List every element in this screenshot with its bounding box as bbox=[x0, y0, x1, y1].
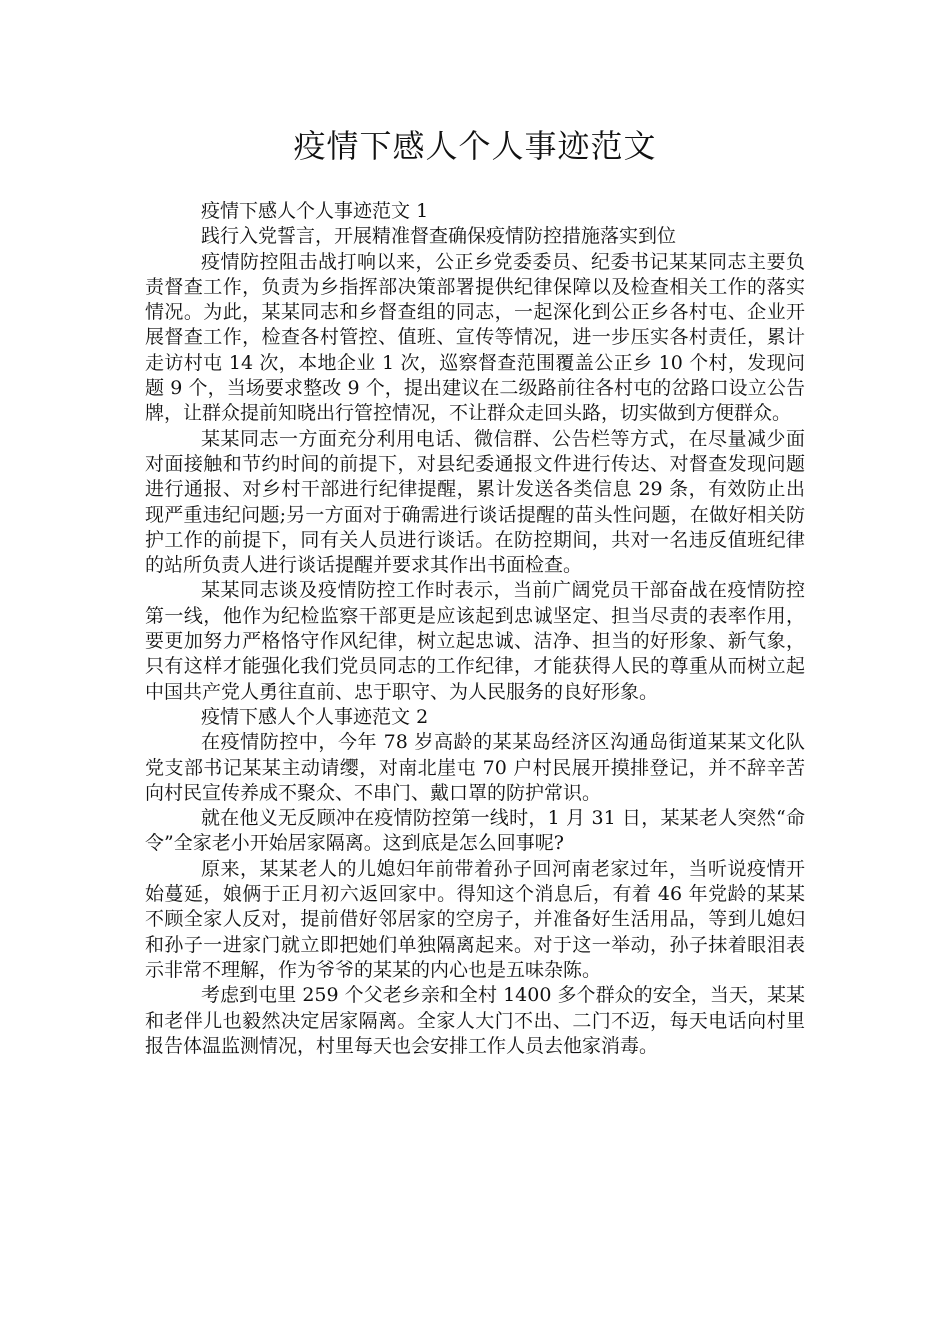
subtitle-paragraph: 践行入党誓言，开展精准督查确保疫情防控措施落实到位 bbox=[201, 225, 677, 248]
document-body bbox=[145, 199, 805, 1059]
body-paragraph: 就在他义无反顾冲在疫情防控第一线时，1 月 31 日，某某老人突然“命令”全家老小开始居家隔离。这到底是怎么回事呢? bbox=[145, 807, 805, 855]
section-heading-2: 疫情下感人个人事迹范文 2 bbox=[201, 705, 429, 728]
section-heading-1: 疫情下感人个人事迹范文 1 bbox=[201, 200, 429, 222]
document-title: 疫情下感人个人事迹范文 bbox=[293, 127, 657, 165]
body-paragraph: 疫情防控阻击战打响以来，公正乡党委委员、纪委书记某某同志主要负责督查工作，负责为乡指挥部决策部署提供纪律保障以及检查相关工作的落实情况。为此，某某同志和乡督查组的同志，一起深化到公正乡各村屯、企业开展督查工作，检查各村管控、值班、宣传等情况，进一步压实各村责任，累计走访村屯 14 次，本地企业 1 次，巡察督查范围覆盖公正乡 10 个村，发现问题 9 个，当场要求整改 9 个，提出建议在二级路前往各村屯的岔路口设立公告牌，让群众提前知晓出行管控情况，不让群众走回头路，切实做到方便群众。 bbox=[145, 250, 805, 425]
body-paragraph: 某某同志谈及疫情防控工作时表示，当前广阔党员干部奋战在疫情防控第一线，他作为纪检监察干部更是应该起到忠诚坚定、担当尽责的表率作用，要更加努力严格恪守作风纪律，树立起忠诚、洁净、担当的好形象、新气象，只有这样才能强化我们党员同志的工作纪律，才能获得人民的尊重从而树立起中国共产党人勇往直前、忠于职守、为人民服务的良好形象。 bbox=[145, 579, 805, 703]
body-paragraph: 原来，某某老人的儿媳妇年前带着孙子回河南老家过年，当听说疫情开始蔓延，娘俩于正月初六返回家中。得知这个消息后，有着 46 年党龄的某某不顾全家人反对，提前借好邻居家的空房子，并准备好生活用品，等到儿媳妇和孙子一进家门就立即把她们单独隔离起来。对于这一举动，孙子抹着眼泪表示非常不理解，作为爷爷的某某的内心也是五味杂陈。 bbox=[145, 857, 805, 981]
body-paragraph: 某某同志一方面充分利用电话、微信群、公告栏等方式，在尽量减少面对面接触和节约时间的前提下，对县纪委通报文件进行传达、对督查发现问题进行通报、对乡村干部进行纪律提醒，累计发送各类信息 29 条，有效防止出现严重违纪问题;另一方面对于确需进行谈话提醒的苗头性问题，在做好相关防护工作的前提下，同有关人员进行谈话。在防控期间，共对一名违反值班纪律的站所负责人进行谈话提醒并要求其作出书面检查。 bbox=[145, 427, 805, 577]
body-paragraph: 在疫情防控中，今年 78 岁高龄的某某岛经济区沟通岛街道某某文化队党支部书记某某主动请缨，对南北崖屯 70 户村民展开摸排登记，并不辞辛苦向村民宣传养成不聚众、不串门、戴口罩的防护常识。 bbox=[145, 731, 805, 804]
body-paragraph: 考虑到屯里 259 个父老乡亲和全村 1400 多个群众的安全，当天，某某和老伴儿也毅然决定居家隔离。全家人大门不出、二门不迈，每天电话向村里报告体温监测情况，村里每天也会安排工作人员去他家消毒。 bbox=[145, 984, 805, 1057]
